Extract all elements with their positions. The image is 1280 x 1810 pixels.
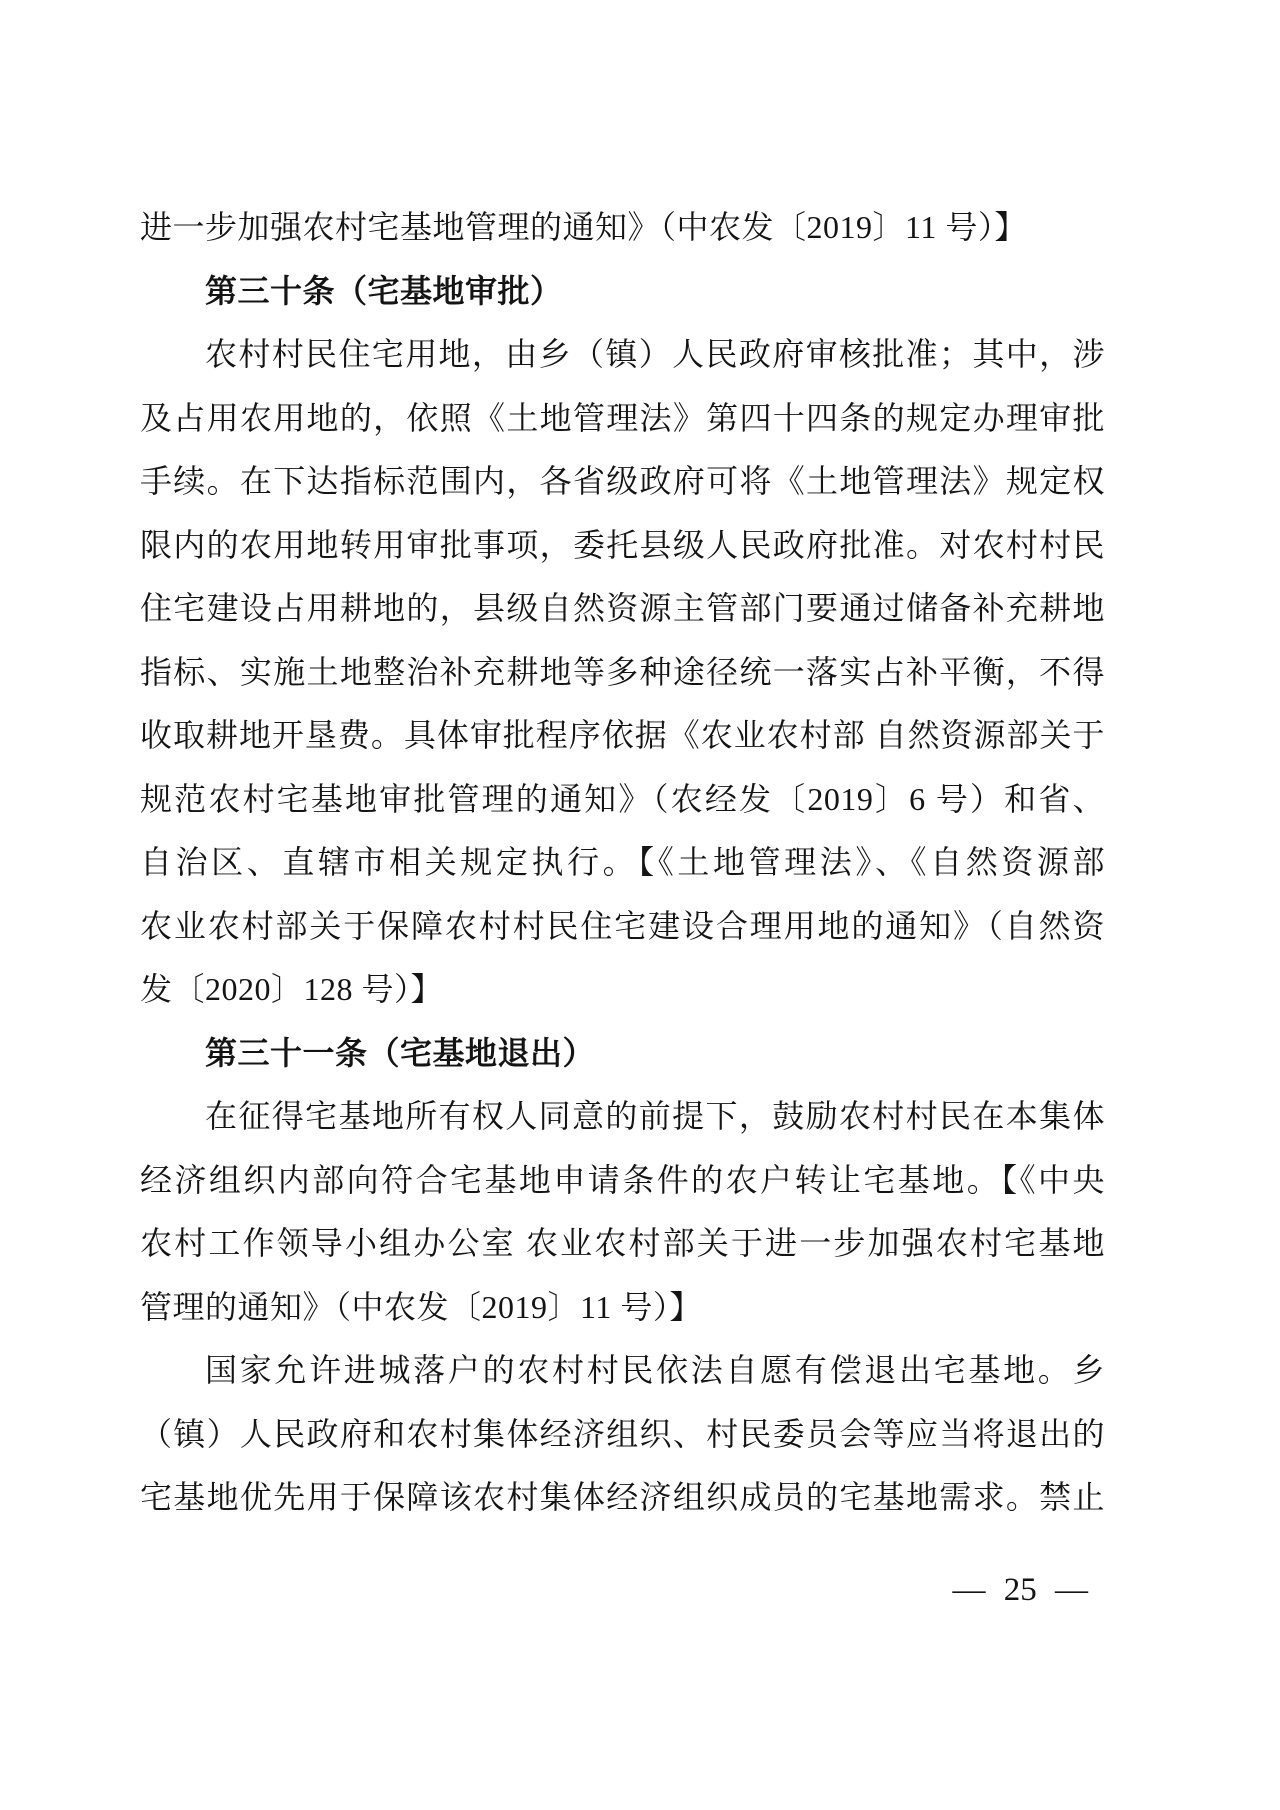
text-line: 管理的通知》（中农发〔2019〕11 号）】	[140, 1288, 702, 1325]
text-line: 经济组织内部向符合宅基地申请条件的农户转让宅基地。【《中央	[140, 1161, 1105, 1198]
page-number: — 25 —	[952, 1572, 1088, 1608]
text-line: 农村工作领导小组办公室 农业农村部关于进一步加强农村宅基地	[140, 1225, 1105, 1261]
section-heading: 第三十一条（宅基地退出）	[205, 1034, 596, 1071]
text-line: 自治区、直辖市相关规定执行。【《土地管理法》、《自然资源部	[140, 844, 1105, 880]
text-line: 发〔2020〕128 号）】	[140, 971, 444, 1007]
text-line: 收取耕地开垦费。具体审批程序依据《农业农村部 自然资源部关于	[140, 717, 1105, 753]
text-line: 住宅建设占用耕地的，县级自然资源主管部门要通过储备补充耕地	[140, 590, 1105, 626]
text-line: 手续。在下达指标范围内，各省级政府可将《土地管理法》规定权	[140, 463, 1105, 499]
document-body	[140, 196, 1105, 1530]
text-line: 限内的农用地转用审批事项，委托县级人民政府批准。对农村村民	[140, 526, 1105, 563]
section-heading: 第三十条（宅基地审批）	[205, 272, 563, 309]
text-line: 规范农村宅基地审批管理的通知》（农经发〔2019〕6 号）和省、	[140, 780, 1105, 817]
text-line: 宅基地优先用于保障该农村集体经济组织成员的宅基地需求。禁止	[140, 1479, 1105, 1515]
text-line: （镇）人民政府和农村集体经济组织、村民委员会等应当将退出的	[140, 1415, 1105, 1452]
text-line: 在征得宅基地所有权人同意的前提下，鼓励农村村民在本集体	[205, 1098, 1105, 1134]
text-line: 进一步加强农村宅基地管理的通知》（中农发〔2019〕11 号）】	[140, 209, 1027, 245]
text-line: 指标、实施土地整治补充耕地等多种途径统一落实占补平衡，不得	[140, 653, 1105, 690]
text-line: 农业农村部关于保障农村村民住宅建设合理用地的通知》（自然资	[140, 907, 1105, 944]
text-line: 及占用农用地的，依照《土地管理法》第四十四条的规定办理审批	[140, 399, 1105, 436]
text-line: 国家允许进城落户的农村村民依法自愿有偿退出宅基地。乡	[205, 1352, 1105, 1388]
text-line: 农村村民住宅用地，由乡（镇）人民政府审核批准；其中，涉	[205, 336, 1105, 372]
